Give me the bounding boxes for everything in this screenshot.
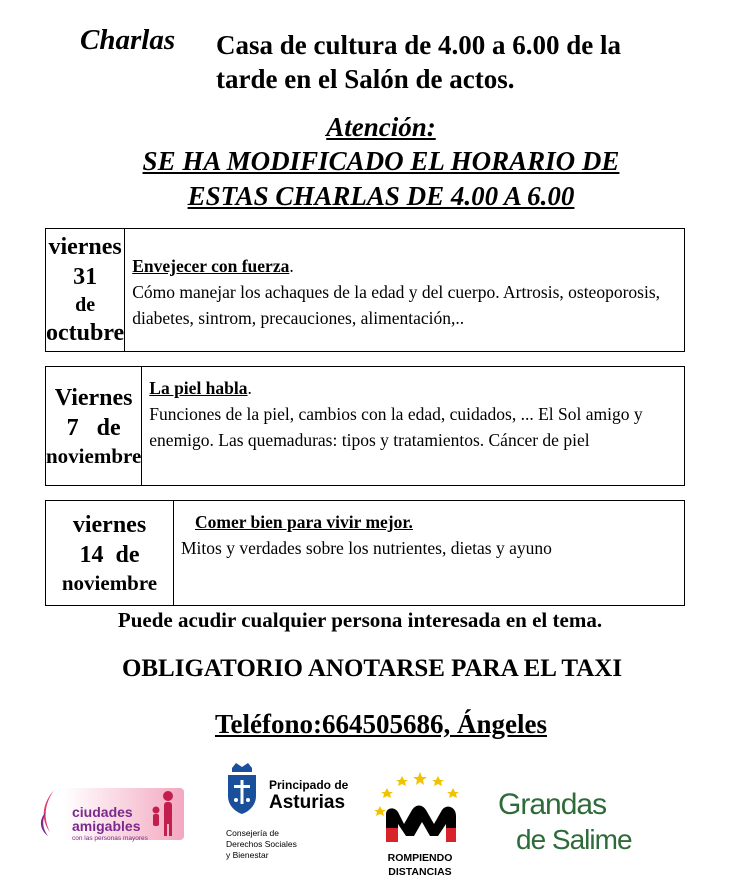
- talk-date-day: 31: [73, 264, 98, 290]
- asturias-logo: [224, 762, 364, 862]
- rompiendo-line-1: ROMPIENDO: [387, 852, 453, 864]
- asturias-sub-1: Consejería de: [226, 828, 279, 838]
- talk-title-suffix: .: [289, 256, 294, 276]
- grandas-line-2: de Salime: [516, 824, 632, 855]
- talk-box-3: [45, 500, 685, 606]
- asturias-sub-3: y Bienestar: [226, 850, 269, 860]
- talk-description: Mitos y verdades sobre los nutrientes, dietas y ayuno: [181, 538, 552, 558]
- talk-date-de: de: [75, 294, 96, 316]
- rompiendo-distancias-graphic: [372, 770, 468, 850]
- talk-date-month: noviembre: [61, 571, 158, 595]
- venue-time-line-1: Casa de cultura de 4.00 a 6.00 de la: [216, 30, 621, 60]
- talk-date-month: octubre: [46, 320, 125, 346]
- talk-date-day: 14 de: [79, 542, 140, 568]
- talk-date-day: 7 de: [66, 415, 121, 441]
- talk-date-month: noviembre: [46, 444, 142, 468]
- talk-title: Envejecer con fuerza: [132, 256, 290, 276]
- ciudades-line-3: con las personas mayores: [72, 835, 148, 842]
- attention-heading: Atención:: [326, 112, 436, 142]
- page-title: Charlas: [80, 24, 176, 56]
- schedule-change-line-2: ESTAS CHARLAS DE 4.00 A 6.00: [187, 181, 575, 211]
- asturias-line-1: Principado de: [269, 778, 349, 792]
- talk-date: [46, 229, 125, 351]
- grandas-de-salime-logo: [498, 788, 630, 860]
- ciudades-line-2: amigables: [72, 818, 141, 834]
- asturias-line-2: Asturias: [269, 792, 346, 813]
- talk-title-suffix: .: [247, 378, 252, 398]
- talk-content: [125, 229, 684, 351]
- talk-content: [142, 367, 684, 485]
- talk-box-1: [45, 228, 685, 352]
- talk-date-weekday: viernes: [48, 234, 122, 260]
- asturias-coat-of-arms-icon: [224, 762, 260, 814]
- open-to-all-note: Puede acudir cualquier persona interesada en el tema.: [117, 608, 603, 632]
- talk-title: La piel habla: [149, 378, 248, 398]
- talk-date: [46, 501, 174, 605]
- talk-description: Cómo manejar los achaques de la edad y del cuerpo. Artrosis, osteoporosis, diabetes, sintrom, precauciones, alimentación,..: [132, 282, 661, 328]
- rompiendo-distancias-logo: [372, 770, 468, 882]
- talk-description: Funciones de la piel, cambios con la edad, cuidados, ... El Sol amigo y enemigo. Las quemaduras: tipos y tratamientos. Cáncer de piel: [149, 404, 643, 450]
- taxi-notice: OBLIGATORIO ANOTARSE PARA EL TAXI: [121, 655, 623, 682]
- talk-title: Comer bien para vivir mejor.: [195, 512, 413, 532]
- contact-phone: Teléfono:664505686, Ángeles: [215, 709, 547, 739]
- rompiendo-line-2: DISTANCIAS: [388, 866, 452, 878]
- talk-box-2: [45, 366, 685, 486]
- ciudades-line-1: ciudades: [72, 804, 133, 820]
- asturias-sub-2: Derechos Sociales: [226, 839, 297, 849]
- talk-date: [46, 367, 142, 485]
- schedule-change-line-1: SE HA MODIFICADO EL HORARIO DE: [142, 146, 620, 176]
- talk-date-weekday: viernes: [72, 512, 147, 538]
- venue-time-line-2: tarde en el Salón de actos.: [216, 64, 515, 94]
- talk-date-weekday: Viernes: [54, 385, 133, 411]
- grandas-line-1: Grandas: [498, 788, 607, 821]
- ciudades-amigables-logo: [36, 782, 186, 852]
- talk-content: [174, 501, 558, 605]
